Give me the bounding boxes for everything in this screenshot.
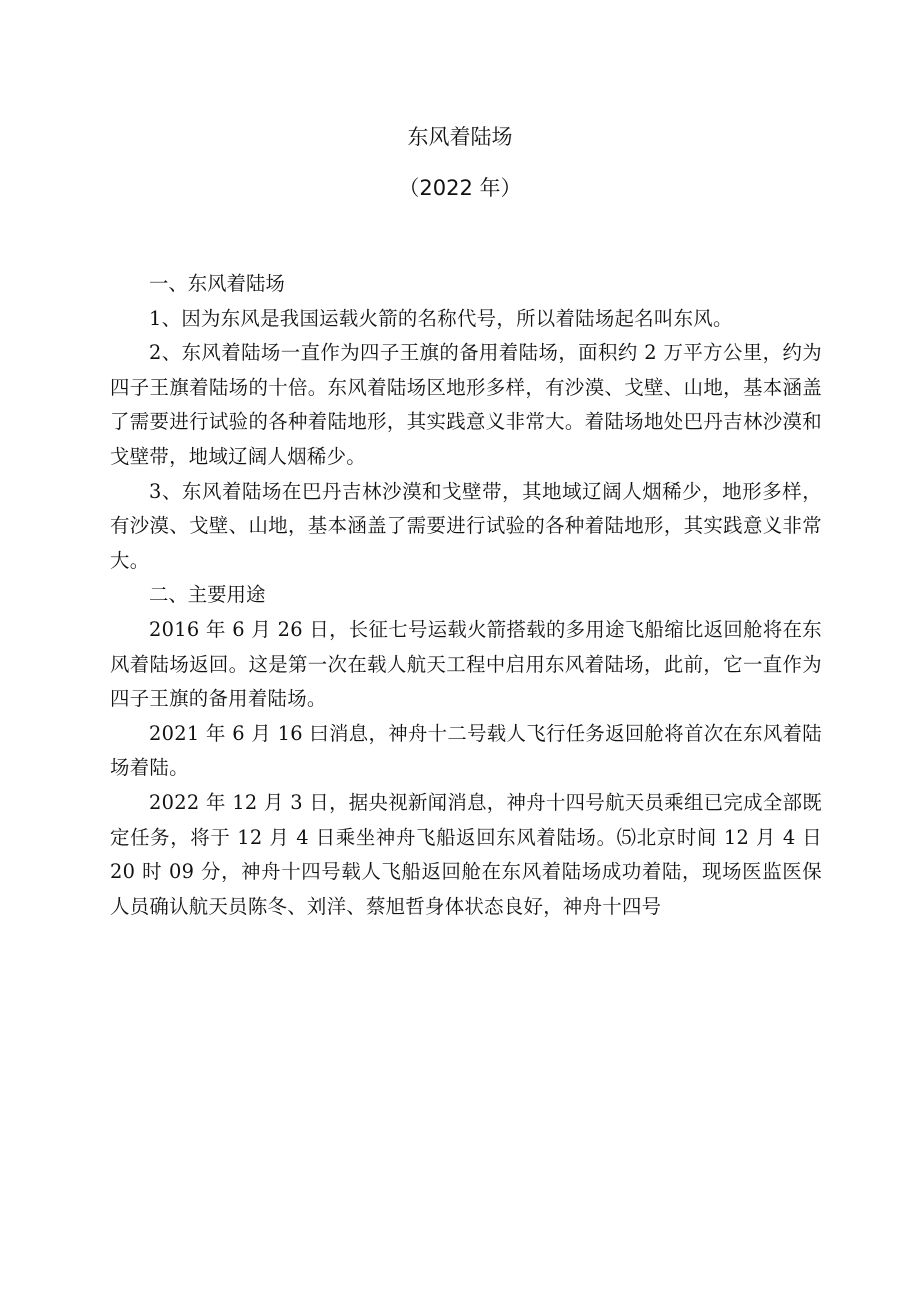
paragraph: 2、东风着陆场一直作为四子王旗的备用着陆场，面积约 2 万平方公里，约为四子王旗着陆场的十倍。东风着陆场区地形多样，有沙漠、戈壁、山地，基本涵盖了需要进行试验的各种着陆地形，其实践意义非常大。着陆场地处巴丹吉林沙漠和戈壁带，地域辽阔人烟稀少。 [110, 341, 822, 468]
section-landing-site [110, 267, 822, 578]
document-title: 东风着陆场 [407, 125, 513, 149]
paragraph: 2022 年 12 月 3 日，据央视新闻消息，神舟十四号航天员乘组已完成全部既定任务，将于 12 月 4 日乘坐神舟飞船返回东风着陆场。⑸北京时间 12 月 4 日 20 时 09 分，神舟十四号载人飞船返回舱在东风着陆场成功着陆，现场医监医保人员确认航天员陈冬、刘洋、蔡旭哲身体状态良好，神舟十四号 [110, 790, 822, 918]
document-body [110, 267, 822, 924]
paragraph: 2021 年 6 月 16 曰消息，神舟十二号载人飞行任务返回舱将首次在东风着陆场着陆。 [110, 721, 822, 780]
section-main-uses [110, 578, 822, 924]
document-subtitle: （2022 年） [398, 176, 522, 200]
paragraph: 3、东风着陆场在巴丹吉林沙漠和戈壁带，其地域辽阔人烟稀少，地形多样，有沙漠、戈壁、山地，基本涵盖了需要进行试验的各种着陆地形，其实践意义非常大。 [110, 479, 822, 572]
paragraph: 2016 年 6 月 26 日，长征七号运载火箭搭载的多用途飞船缩比返回舱将在东风着陆场返回。这是第一次在载人航天工程中启用东风着陆场，此前，它一直作为四子王旗的备用着陆场。 [110, 617, 822, 711]
section-heading: 一、东风着陆场 [149, 272, 285, 295]
section-heading: 二、主要用途 [149, 583, 266, 607]
paragraph: 1、因为东风是我国运载火箭的名称代号，所以着陆场起名叫东风。 [149, 306, 733, 330]
